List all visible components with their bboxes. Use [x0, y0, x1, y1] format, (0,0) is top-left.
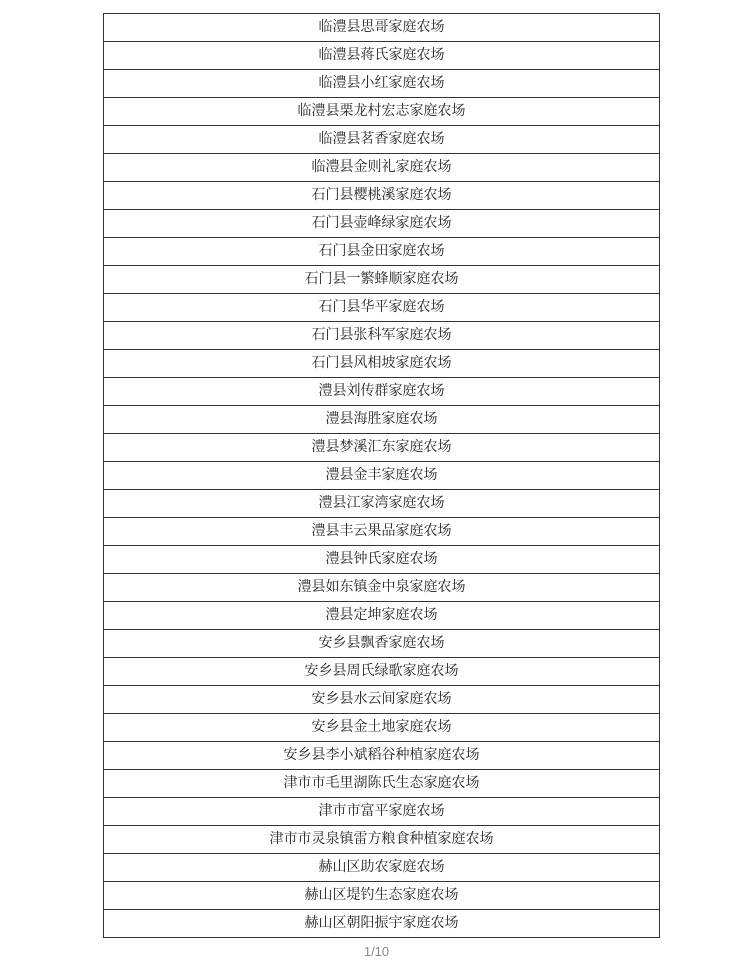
farm-name-cell: 津市市毛里湖陈氏生态家庭农场 [104, 770, 660, 798]
table-row [104, 742, 660, 770]
table-row [104, 686, 660, 714]
table-row [104, 462, 660, 490]
page-number: 1/10 [363, 944, 390, 959]
table-row [104, 98, 660, 126]
farm-name-cell: 赫山区朝阳振宇家庭农场 [104, 910, 660, 938]
table-row [104, 294, 660, 322]
table-row [104, 322, 660, 350]
farm-name-cell: 安乡县飘香家庭农场 [104, 630, 660, 658]
farm-name-cell: 津市市灵泉镇雷方粮食种植家庭农场 [104, 826, 660, 854]
table-row [104, 602, 660, 630]
table-row [104, 910, 660, 938]
table-row [104, 238, 660, 266]
farm-name-cell: 石门县风相坡家庭农场 [104, 350, 660, 378]
table-row [104, 798, 660, 826]
table-row [104, 378, 660, 406]
farm-list-body [104, 14, 660, 938]
farm-name-cell: 临澧县茗香家庭农场 [104, 126, 660, 154]
table-row [104, 266, 660, 294]
farm-name-cell: 澧县丰云果品家庭农场 [104, 518, 660, 546]
farm-name-cell: 澧县钟氏家庭农场 [104, 546, 660, 574]
farm-name-cell: 澧县刘传群家庭农场 [104, 378, 660, 406]
table-row [104, 518, 660, 546]
farm-name-cell: 安乡县李小斌稻谷种植家庭农场 [104, 742, 660, 770]
table-row [104, 882, 660, 910]
table-row [104, 574, 660, 602]
table-row [104, 350, 660, 378]
farm-name-cell: 临澧县金则礼家庭农场 [104, 154, 660, 182]
table-row [104, 210, 660, 238]
table-row [104, 630, 660, 658]
farm-name-cell: 石门县华平家庭农场 [104, 294, 660, 322]
table-row [104, 826, 660, 854]
farm-name-cell: 澧县定坤家庭农场 [104, 602, 660, 630]
farm-name-cell: 澧县梦溪汇东家庭农场 [104, 434, 660, 462]
table-row [104, 406, 660, 434]
farm-name-cell: 石门县樱桃溪家庭农场 [104, 182, 660, 210]
table-row [104, 14, 660, 42]
farm-name-cell: 临澧县栗龙村宏志家庭农场 [104, 98, 660, 126]
table-row [104, 658, 660, 686]
farm-name-cell: 安乡县金土地家庭农场 [104, 714, 660, 742]
farm-name-cell: 安乡县水云间家庭农场 [104, 686, 660, 714]
table-row [104, 154, 660, 182]
farm-name-cell: 石门县金田家庭农场 [104, 238, 660, 266]
farm-name-cell: 澧县江家湾家庭农场 [104, 490, 660, 518]
farm-name-cell: 澧县金丰家庭农场 [104, 462, 660, 490]
farm-name-cell: 安乡县周氏绿歌家庭农场 [104, 658, 660, 686]
farm-name-cell: 赫山区助农家庭农场 [104, 854, 660, 882]
table-row [104, 182, 660, 210]
farm-name-cell: 石门县张科军家庭农场 [104, 322, 660, 350]
table-row [104, 126, 660, 154]
farm-name-cell: 临澧县小红家庭农场 [104, 70, 660, 98]
table-row [104, 546, 660, 574]
farm-name-cell: 澧县海胜家庭农场 [104, 406, 660, 434]
table-row [104, 770, 660, 798]
table-row [104, 854, 660, 882]
farm-name-cell: 澧县如东镇金中泉家庭农场 [104, 574, 660, 602]
farm-name-cell: 津市市富平家庭农场 [104, 798, 660, 826]
farm-name-cell: 赫山区堤钓生态家庭农场 [104, 882, 660, 910]
table-row [104, 714, 660, 742]
table-row [104, 490, 660, 518]
table-row [104, 70, 660, 98]
table-row [104, 434, 660, 462]
farm-name-cell: 石门县壶峰绿家庭农场 [104, 210, 660, 238]
farm-list-table [103, 13, 660, 938]
farm-name-cell: 临澧县蒋氏家庭农场 [104, 42, 660, 70]
table-row [104, 42, 660, 70]
farm-name-cell: 临澧县思哥家庭农场 [104, 14, 660, 42]
farm-name-cell: 石门县一繁蜂顺家庭农场 [104, 266, 660, 294]
